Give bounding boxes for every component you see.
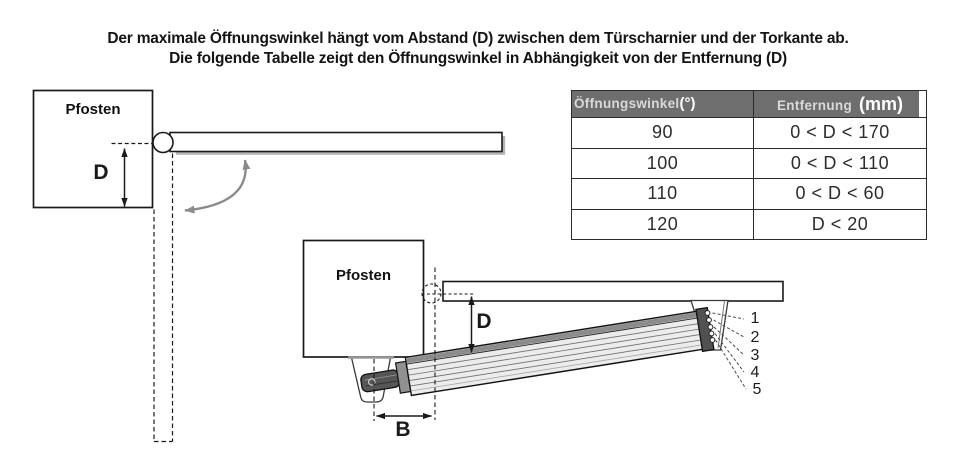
actuator-tube [405,311,702,395]
angle-cell: 90 [572,118,754,149]
part-number-label: 3 [750,347,760,364]
distance-cell: 0 < D < 60 [754,179,927,210]
distance-cell: 0 < D < 110 [754,148,927,179]
table-row [572,148,927,179]
part-number-label: 4 [750,364,760,381]
post-label: Pfosten [65,101,121,118]
closed-gate-dashed-outline [154,154,173,442]
header-distance: Entfernung (mm) [754,91,927,118]
dimension-d-label: D [93,161,109,184]
part-number-label: 2 [750,329,760,346]
distance-cell: 0 < D < 170 [754,118,927,149]
part-number-label: 1 [750,310,760,327]
rotation-arrow-icon [185,160,246,211]
post-label: Pfosten [335,267,391,284]
table-row [572,179,927,210]
angle-cell: 100 [572,148,754,179]
angle-cell: 110 [572,179,754,210]
table-row [572,209,927,240]
table-header-row [572,91,927,118]
header-angle: Öffnungswinkel(°) [572,91,754,118]
dimension-b-label: B [395,418,411,441]
gate-bar [170,133,502,152]
table-row [572,118,927,149]
angle-cell: 120 [572,209,754,240]
title-line-2: Die folgende Tabelle zeigt den Öffnungswinkel in Abhängigkeit von der Entfernung (D) [169,50,787,67]
part-number-label: 5 [752,381,762,398]
post-outline [304,241,424,358]
title-line-1: Der maximale Öffnungswinkel hängt vom Abstand (D) zwischen dem Türscharnier und der Torkante ab. [107,30,849,47]
angle-distance-table [571,90,927,240]
dimension-d-label: D [476,310,492,333]
distance-cell: D < 20 [754,209,927,240]
gate-bar [443,282,783,302]
hinge-circle [153,133,173,153]
